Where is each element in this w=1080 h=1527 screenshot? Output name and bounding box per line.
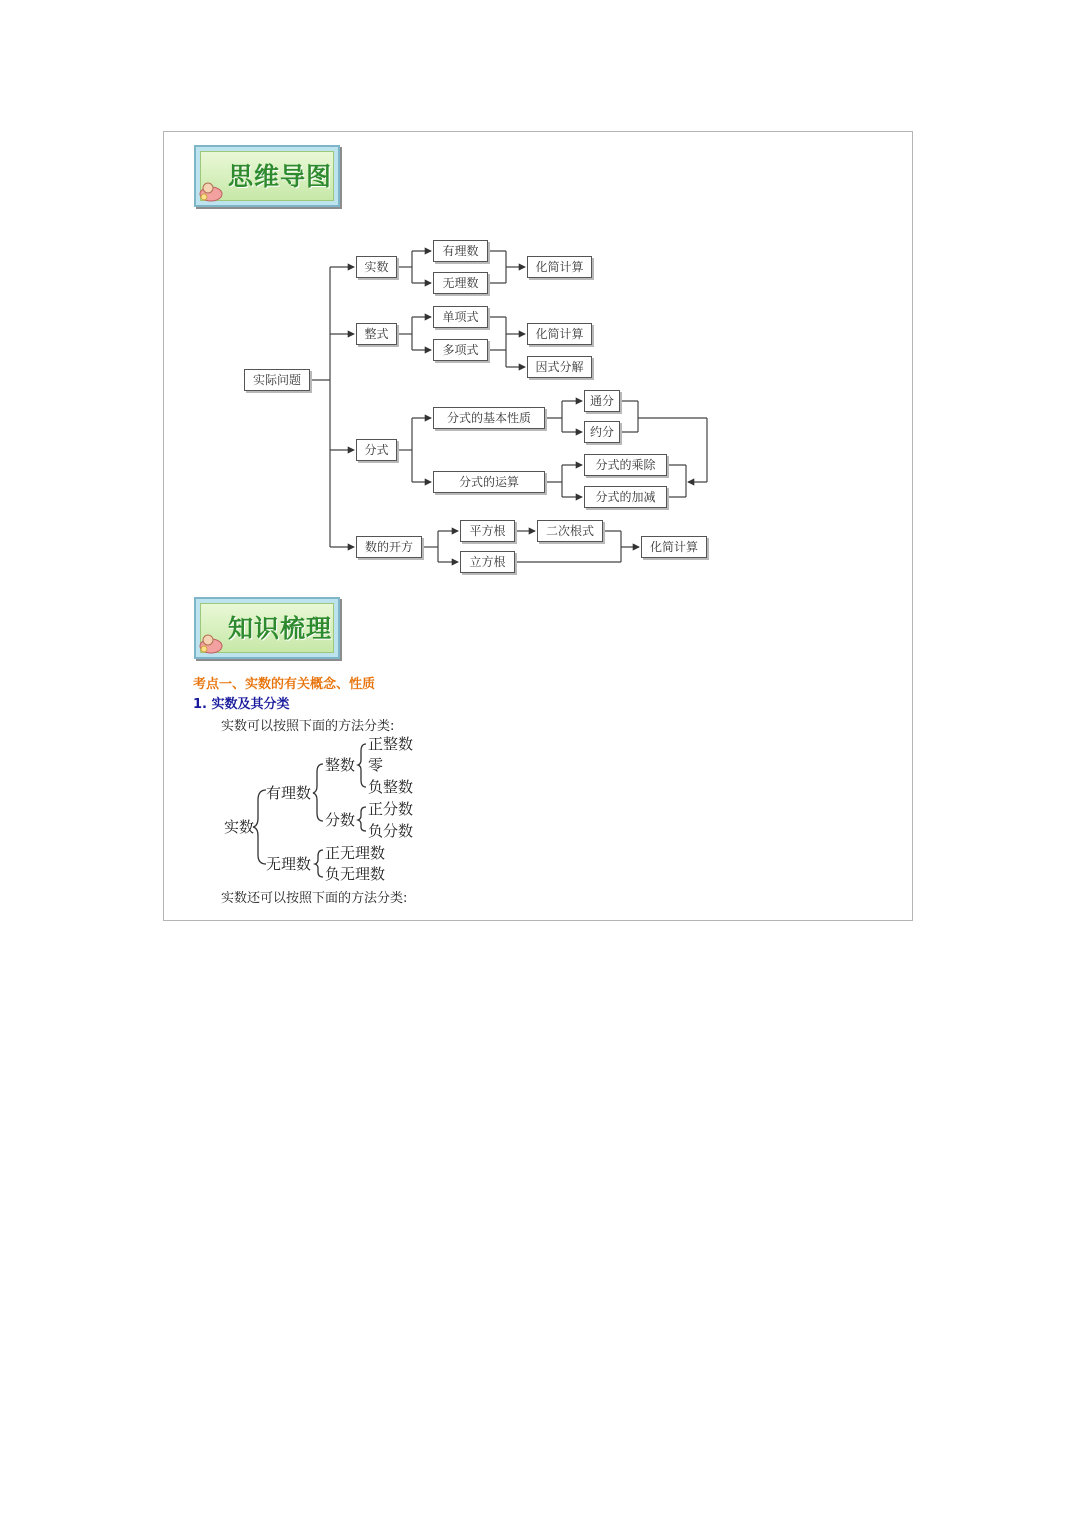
class-neg-frac: 负分数 <box>368 822 414 840</box>
node-pingfanggen: 平方根 <box>460 520 515 542</box>
class-integer: 整数 <box>325 756 356 774</box>
node-root: 实际问题 <box>244 369 310 391</box>
node-shishu: 实数 <box>356 256 397 278</box>
intro-text: 实数可以按照下面的方法分类: <box>221 719 395 734</box>
class-neg-irr: 负无理数 <box>325 865 386 883</box>
node-danxiangshi: 单项式 <box>433 306 488 328</box>
class-fraction: 分数 <box>325 811 356 829</box>
node-lifanggen: 立方根 <box>460 551 515 573</box>
class-zero: 零 <box>368 756 384 774</box>
node-jiajian: 分式的加减 <box>584 486 667 508</box>
node-duoxiangshi: 多项式 <box>433 339 488 361</box>
node-yinshifenjie: 因式分解 <box>527 356 592 378</box>
subsection-heading: 1. 实数及其分类 <box>193 697 290 712</box>
node-youlishu: 有理数 <box>433 240 488 262</box>
class-irrational: 无理数 <box>266 855 312 873</box>
node-huajian-3: 化简计算 <box>641 536 707 558</box>
node-fenshi: 分式 <box>356 439 397 461</box>
node-kaifang: 数的开方 <box>356 536 422 558</box>
class-pos-frac: 正分数 <box>368 800 414 818</box>
class-real: 实数 <box>224 818 255 836</box>
node-huajian-1: 化简计算 <box>527 256 592 278</box>
node-zhengshi: 整式 <box>356 323 397 345</box>
node-yunsuan: 分式的运算 <box>433 471 545 493</box>
node-chengchu: 分式的乘除 <box>584 454 667 476</box>
kaodian-heading: 考点一、实数的有关概念、性质 <box>193 677 376 692</box>
node-jibenxingzhi: 分式的基本性质 <box>433 407 545 429</box>
class-pos-int: 正整数 <box>368 735 414 753</box>
class-pos-irr: 正无理数 <box>325 844 386 862</box>
outro-text: 实数还可以按照下面的方法分类: <box>221 891 408 906</box>
node-tongfen: 通分 <box>584 390 620 412</box>
node-erci: 二次根式 <box>537 520 603 542</box>
node-huajian-2: 化简计算 <box>527 323 592 345</box>
node-wulishu: 无理数 <box>433 272 488 294</box>
class-neg-int: 负整数 <box>368 778 414 796</box>
mindmap-title: 思维导图 <box>228 162 333 191</box>
knowledge-title: 知识梳理 <box>228 614 333 643</box>
class-rational: 有理数 <box>266 784 312 802</box>
node-yuefen: 约分 <box>584 421 620 443</box>
